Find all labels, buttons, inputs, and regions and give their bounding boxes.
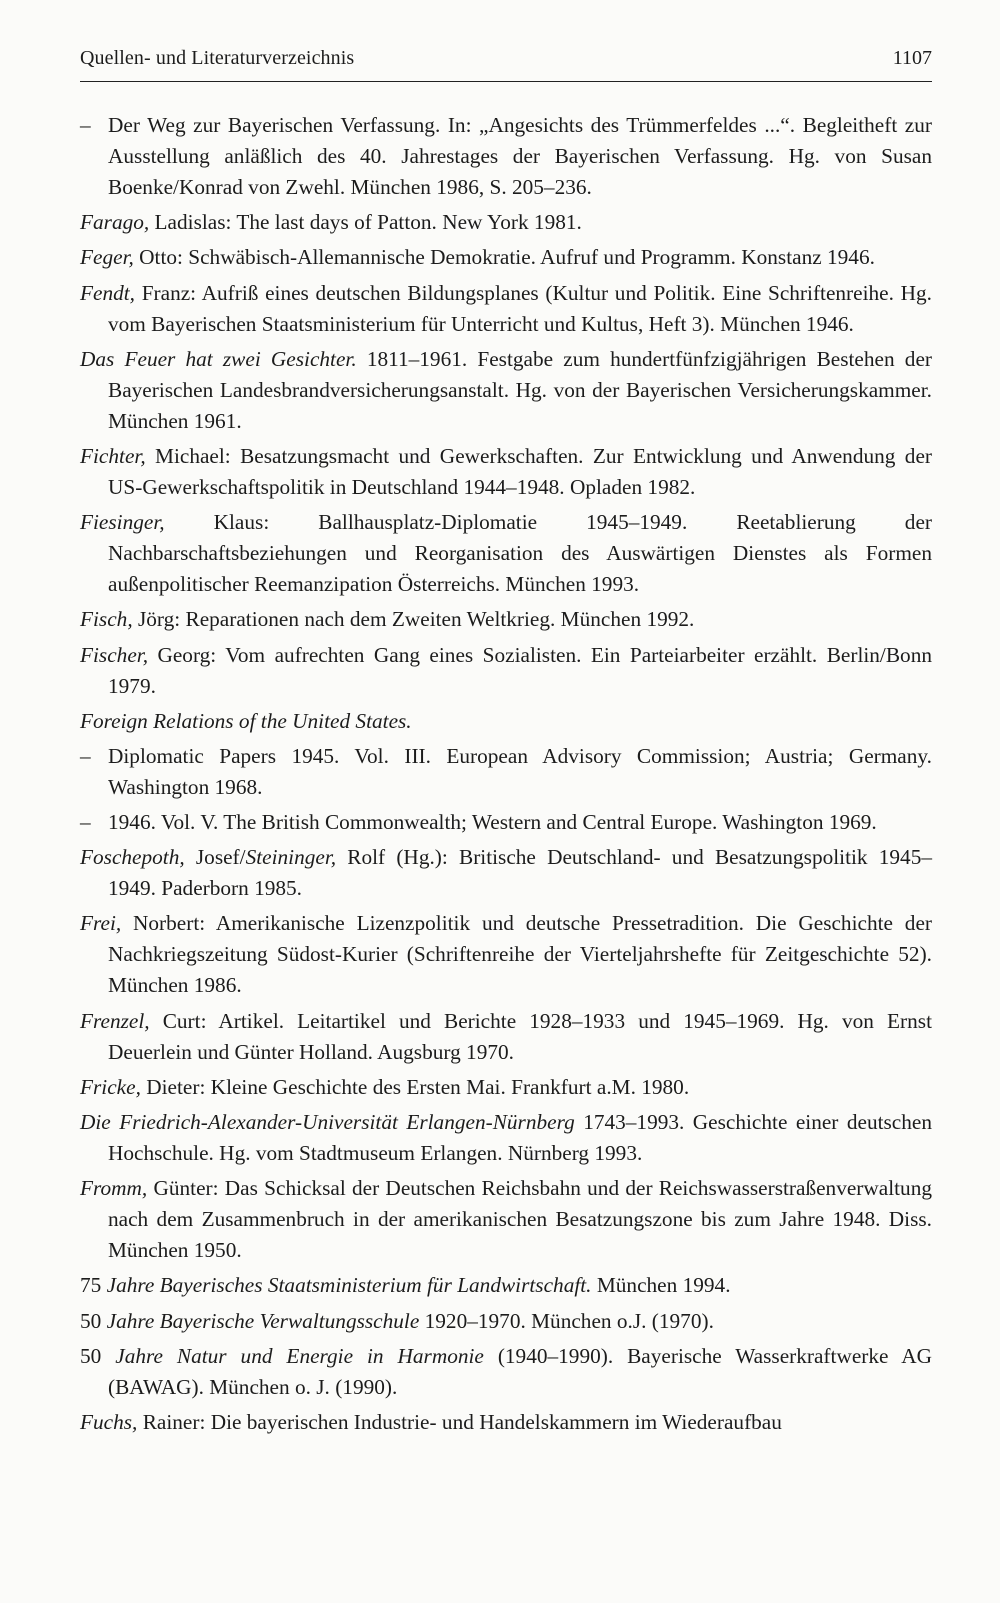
entry-text: Curt: Artikel. Leitartikel und Berichte 1928–1933 und 1945–1969. Hg. von Ernst Deuerlein und Günter Holland. Augsburg 1970.	[108, 1008, 932, 1064]
bibliography-entry	[80, 110, 932, 203]
entry-dash: –	[80, 743, 91, 768]
entry-author: Farago,	[80, 210, 150, 235]
bibliography-entry	[80, 1270, 932, 1301]
entry-coauthor: Steininger,	[245, 845, 337, 870]
entry-text: Günter: Das Schicksal der Deutschen Reichsbahn und der Reichswasserstraßenverwaltung nach dem Zusammenbruch in der amerikanischen Besatzungszone bis zum Jahre 1948. Diss. München 1950.	[108, 1176, 932, 1263]
entry-title: Das Feuer hat zwei Gesichter.	[80, 346, 357, 371]
bibliography-entry	[80, 242, 932, 273]
entry-author: Fichter,	[80, 443, 146, 468]
bibliography-entry	[80, 1306, 932, 1337]
entry-author: Frei,	[80, 911, 122, 936]
entry-text: Norbert: Amerikanische Lizenzpolitik und deutsche Pressetradition. Die Geschichte der Nachkriegszeitung Südost-Kurier (Schriftenreihe der Vierteljahrshefte für Zeitgeschichte 52). München 1986.	[108, 911, 932, 998]
bibliography-entry	[80, 1407, 932, 1438]
entry-number-prefix: 50	[80, 1308, 107, 1333]
bibliography-entry	[80, 441, 932, 503]
entry-title: Jahre Bayerisches Staatsministerium für Landwirtschaft.	[106, 1273, 592, 1298]
entry-author: Fromm,	[80, 1176, 148, 1201]
bibliography-entry	[80, 344, 932, 437]
page-number: 1107	[892, 47, 932, 69]
entry-text: München 1994.	[591, 1273, 731, 1298]
entry-text-continued: Rolf (Hg.): Britische Deutschland- und Besatzungspolitik 1945–1949. Paderborn 1985.	[108, 845, 932, 901]
entry-dash: –	[80, 810, 91, 835]
entry-author: Fiesinger,	[80, 510, 165, 535]
entry-author: Fisch,	[80, 607, 133, 632]
entry-number-prefix: 50	[80, 1343, 116, 1368]
bibliography-entry	[80, 1173, 932, 1266]
entry-text: Jörg: Reparationen nach dem Zweiten Weltkrieg. München 1992.	[132, 607, 695, 632]
entry-title: Die Friedrich-Alexander-Universität Erlangen-Nürnberg	[80, 1110, 575, 1134]
entry-text: Georg: Vom aufrechten Gang eines Sozialisten. Ein Parteiarbeiter erzählt. Berlin/Bonn 1979.	[108, 642, 932, 698]
bibliography-entry	[80, 278, 932, 340]
running-header	[80, 47, 932, 83]
entry-title: Jahre Bayerische Verwaltungsschule	[106, 1308, 420, 1333]
bibliography-entry	[80, 1072, 932, 1103]
entry-text: Der Weg zur Bayerischen Verfassung. In: „Angesichts des Trümmerfeldes ...“. Begleitheft zur Ausstellung anläßlich des 40. Jahrestages der Bayerischen Verfassung. Hg. von Susan Boenke/Konrad von Zwehl. München 1986, S. 205–236.	[108, 113, 932, 199]
bibliography-entry	[80, 842, 932, 904]
entry-author: Feger,	[80, 245, 134, 270]
bibliography-list	[80, 110, 932, 1438]
bibliography-entry	[80, 1107, 932, 1169]
entry-text: Klaus: Ballhausplatz-Diplomatie 1945–1949. Reetablierung der Nachbarschaftsbeziehungen und Reorganisation des Auswärtigen Dienstes als Formen außenpolitischer Reemanzipation Österreichs. München 1993.	[108, 510, 932, 597]
entry-text: (1940–1990). Bayerische Wasserkraftwerke AG (BAWAG). München o. J. (1990).	[108, 1343, 932, 1399]
entry-author: Fricke,	[80, 1074, 141, 1099]
bibliography-entry	[80, 507, 932, 600]
bibliography-entry	[80, 1006, 932, 1068]
entry-text: 1920–1970. München o.J. (1970).	[419, 1308, 714, 1333]
entry-title: Jahre Natur und Energie in Harmonie	[115, 1343, 484, 1368]
bibliography-entry	[80, 807, 932, 838]
entry-author: Foschepoth,	[80, 845, 185, 870]
bibliography-entry	[80, 741, 932, 803]
bibliography-entry	[80, 706, 932, 737]
bibliography-entry	[80, 207, 932, 238]
bibliography-entry	[80, 908, 932, 1001]
entry-author: Fendt,	[80, 280, 135, 305]
bibliography-entry	[80, 1341, 932, 1403]
entry-text: 1743–1993. Geschichte einer deutschen Hochschule. Hg. vom Stadtmuseum Erlangen. Nürnberg 1993.	[108, 1110, 932, 1165]
entry-number-prefix: 75	[80, 1273, 107, 1298]
entry-text: Josef/	[184, 845, 246, 870]
entry-text: Ladislas: The last days of Patton. New York 1981.	[149, 210, 582, 235]
entry-text: 1811–1961. Festgabe zum hundertfünfzigjährigen Bestehen der Bayerischen Landesbrandversicherungsanstalt. Hg. von der Bayerischen Versicherungskammer. München 1961.	[108, 346, 932, 433]
header-rule	[80, 81, 932, 82]
running-header-title: Quellen- und Literaturverzeichnis	[80, 47, 355, 69]
entry-text: Rainer: Die bayerischen Industrie- und Handelskammern im Wiederaufbau	[137, 1409, 782, 1434]
entry-author: Fischer,	[80, 642, 149, 667]
entry-text: 1946. Vol. V. The British Commonwealth; Western and Central Europe. Washington 1969.	[108, 810, 877, 835]
bibliography-entry	[80, 640, 932, 702]
entry-text: Franz: Aufriß eines deutschen Bildungsplanes (Kultur und Politik. Eine Schriftenreihe. Hg. vom Bayerischen Staatsministerium für Unterricht und Kultus, Heft 3). München 1946.	[108, 280, 932, 336]
entry-title: Foreign Relations of the United States.	[80, 708, 412, 733]
bibliography-entry	[80, 604, 932, 635]
entry-text: Dieter: Kleine Geschichte des Ersten Mai. Frankfurt a.M. 1980.	[140, 1074, 690, 1099]
entry-text: Michael: Besatzungsmacht und Gewerkschaften. Zur Entwicklung und Anwendung der US-Gewerkschaftspolitik in Deutschland 1944–1948. Opladen 1982.	[108, 443, 932, 499]
entry-author: Fuchs,	[80, 1409, 138, 1434]
entry-dash: –	[80, 113, 91, 137]
entry-author: Frenzel,	[80, 1008, 150, 1033]
entry-text: Diplomatic Papers 1945. Vol. III. European Advisory Commission; Austria; Germany. Washington 1968.	[108, 743, 932, 799]
entry-text: Otto: Schwäbisch-Allemannische Demokratie. Aufruf und Programm. Konstanz 1946.	[133, 245, 875, 270]
